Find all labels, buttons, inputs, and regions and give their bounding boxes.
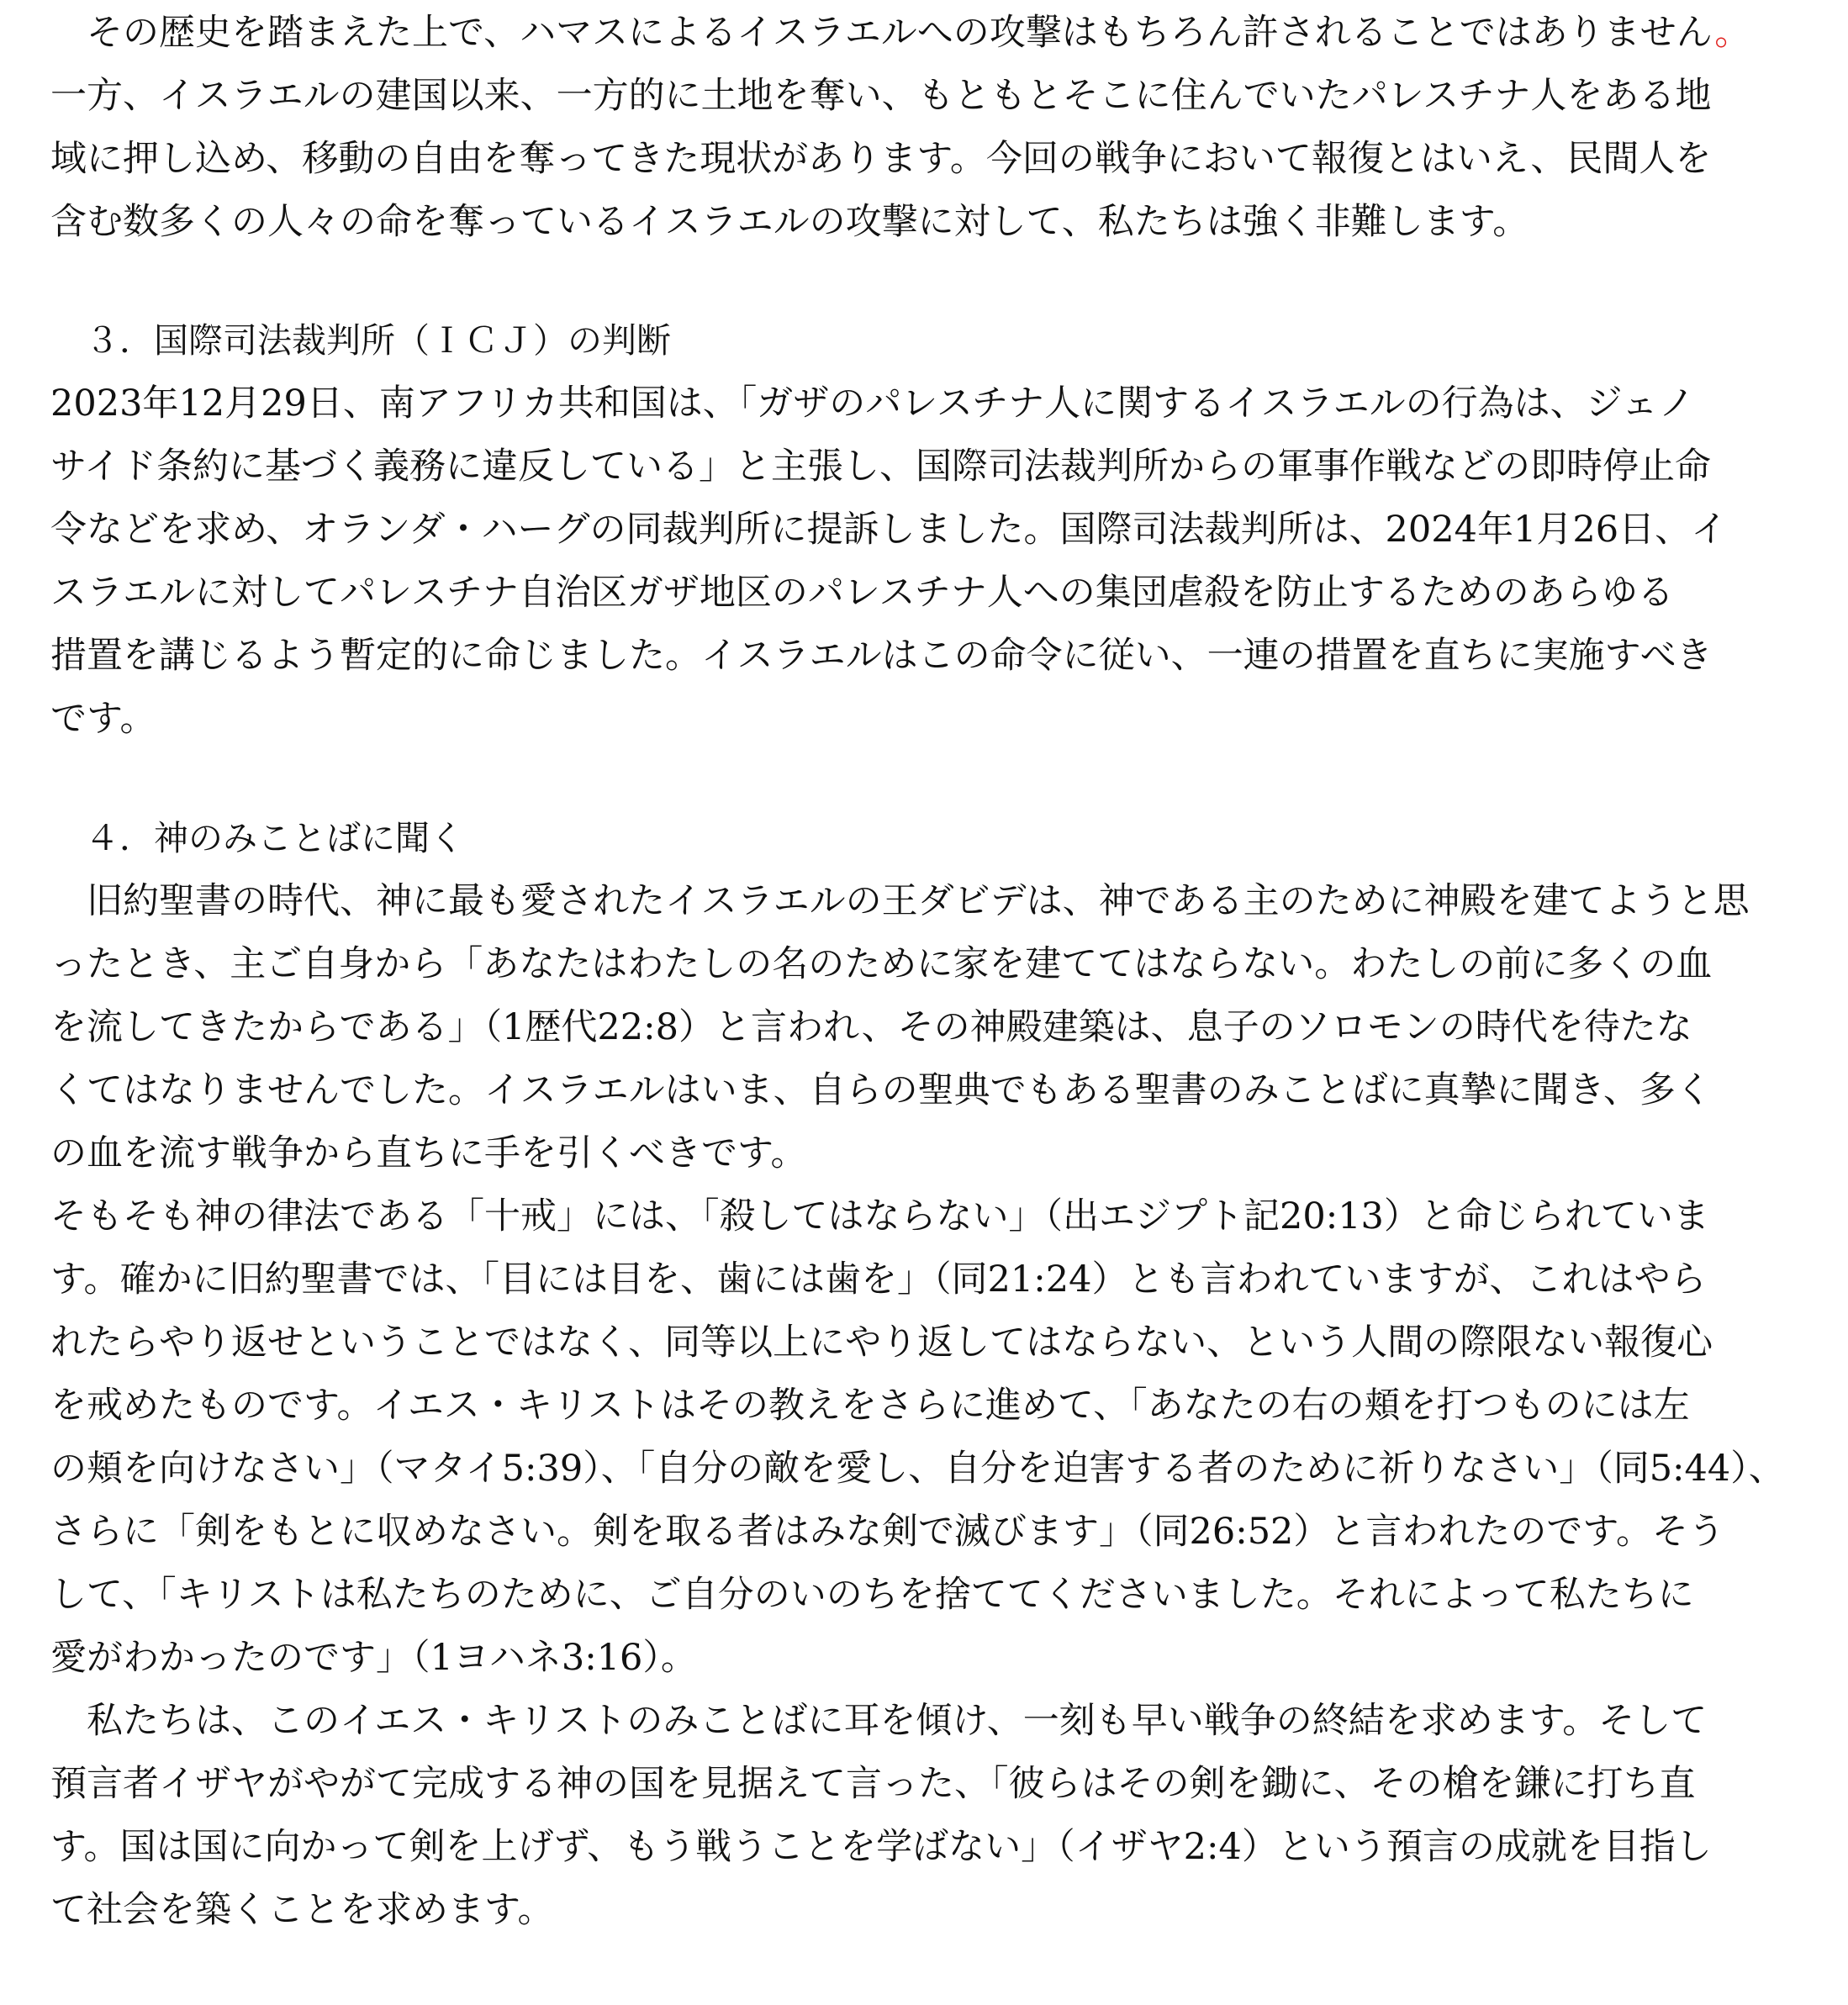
paragraph-line: を流してきたからである」（1歴代22:8）と言われ、その神殿建築は、息子のソロモンの時代を待たな bbox=[50, 1006, 1692, 1048]
paragraph-line: 私たちは、このイエス・キリストのみことばに耳を傾け、一刻も早い戦争の終結を求めます。そして bbox=[50, 1700, 1708, 1742]
paragraph-line: 旧約聖書の時代、神に最も愛されたイスラエルの王ダビデは、神である主のために神殿を建てようと思 bbox=[50, 880, 1750, 922]
paragraph-line: 一方、イスラエルの建国以来、一方的に土地を奪い、もともとそこに住んでいたパレスチナ人をある地 bbox=[50, 75, 1712, 117]
paragraph-line: です。 bbox=[50, 698, 156, 740]
paragraph-line: て社会を築くことを求めます。 bbox=[50, 1889, 554, 1931]
paragraph-line: そもそも神の律法である「十戒」には、「殺してはならない」（出エジプト記20:13）と命じられていま bbox=[50, 1195, 1709, 1237]
paragraph-line: 措置を講じるよう暫定的に命じました。イスラエルはこの命令に従い、一連の措置を直ちに実施すべき bbox=[50, 635, 1713, 677]
red-period-mark: 。 bbox=[1714, 12, 1751, 54]
paragraph-line-text: その歴史を踏まえた上で、ハマスによるイスラエルへの攻撃はもちろん許されることではありません bbox=[50, 12, 1715, 54]
paragraph-line: の血を流す戦争から直ちに手を引くべきです。 bbox=[50, 1132, 807, 1174]
paragraph-line: の頬を向けなさい」（マタイ5:39）、「自分の敵を愛し、自分を迫害する者のために祈りなさい」（同5:44）、 bbox=[50, 1448, 1785, 1490]
paragraph-line: す。国は国に向かって剣を上げず、もう戦うことを学ばない」（イザヤ2:4）という預言の成就を目指し bbox=[50, 1826, 1712, 1868]
paragraph-line: 含む数多くの人々の命を奪っているイスラエルの攻撃に対して、私たちは強く非難します。 bbox=[50, 201, 1529, 243]
paragraph-line: 2023年12月29日、南アフリカ共和国は、「ガザのパレスチナ人に関するイスラエルの行為は、ジェノ bbox=[50, 383, 1695, 425]
paragraph-line: 令などを求め、オランダ・ハーグの同裁判所に提訴しました。国際司法裁判所は、2024年1月26日、イ bbox=[50, 509, 1728, 551]
paragraph-line: 域に押し込め、移動の自由を奪ってきた現状があります。今回の戦争において報復とはいえ、民間人を bbox=[50, 138, 1712, 180]
paragraph-line: 愛がわかったのです」（1ヨハネ3:16）。 bbox=[50, 1637, 697, 1679]
paragraph-line: れたらやり返せということではなく、同等以上にやり返してはならない、という人間の際限ない報復心 bbox=[50, 1322, 1713, 1364]
paragraph-line: 預言者イザヤがやがて完成する神の国を見据えて言った、「彼らはその剣を鋤に、その槍を鎌に打ち直 bbox=[50, 1763, 1696, 1805]
paragraph-line: を戒めたものです。イエス・キリストはその教えをさらに進めて、「あなたの右の頬を打つものには左 bbox=[50, 1385, 1690, 1427]
section-heading-scripture: ４．神のみことばに聞く bbox=[50, 818, 464, 858]
paragraph-line: サイド条約に基づく義務に違反している」と主張し、国際司法裁判所からの軍事作戦などの即時停止命 bbox=[50, 446, 1711, 488]
paragraph-line bbox=[50, 2, 1808, 65]
paragraph-line: くてはなりませんでした。イスラエルはいま、自らの聖典でもある聖書のみことばに真摯に聞き、多く bbox=[50, 1069, 1712, 1111]
section-heading-icj: ３．国際司法裁判所（ＩＣＪ）の判断 bbox=[50, 320, 671, 361]
paragraph-line: ったとき、主ご自身から「あなたはわたしの名のために家を建ててはならない。わたしの前に多くの血 bbox=[50, 943, 1713, 985]
paragraph-line: スラエルに対してパレスチナ自治区ガザ地区のパレスチナ人への集団虐殺を防止するためのあらゆる bbox=[50, 572, 1674, 614]
paragraph-line: して、「キリストは私たちのために、ご自分のいのちを捨ててくださいました。それによって私たちに bbox=[50, 1574, 1694, 1616]
paragraph-line: す。確かに旧約聖書では、「目には目を、歯には歯を」（同21:24）とも言われていますが、これはやら bbox=[50, 1258, 1707, 1301]
paragraph-line: さらに「剣をもとに収めなさい。剣を取る者はみな剣で滅びます」（同26:52）と言われたのです。そう bbox=[50, 1511, 1724, 1553]
